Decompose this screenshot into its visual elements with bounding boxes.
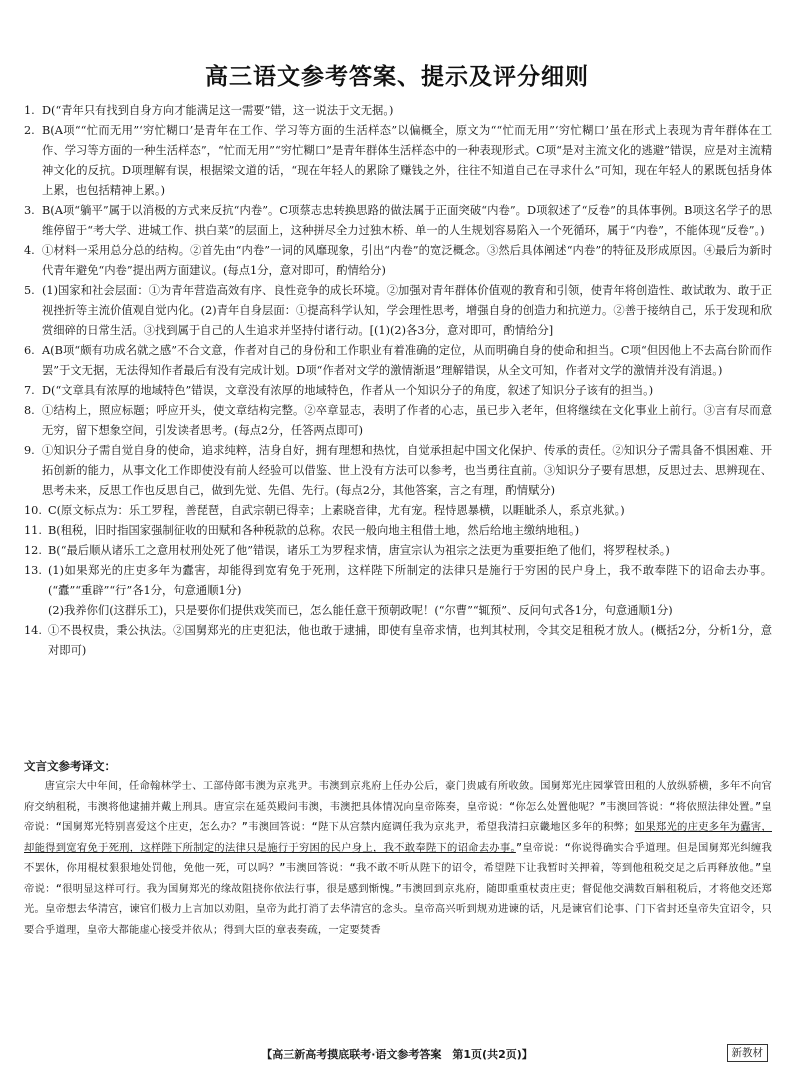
translation-text-1: 唐宣宗大中年间，任命翰林学士、工部侍郎韦澳为京兆尹。韦澳到京兆府上任办公后，豪门贵戚有所收敛。国舅郑光庄园掌管田租的人放纵骄横，多年不向官府交纳租税，韦澳将他逮捕并戴上刑具。唐宣宗在延英殿问韦澳，韦澳把具体情况向皇帝陈奏，皇帝说：“你怎么处置他呢？”韦澳回答说：“将依照法律处置。”皇帝说：“国舅郑光特别喜爱这个庄吏，怎么办？”韦澳回答说：“陛下从宫禁内庭调任我为京兆尹，希望我清扫京畿地区多年的积弊； [24,780,772,833]
answer-text: D(“青年只有找到自身方向才能满足这一需要”错，这一说法于文无据。) [42,104,394,117]
answer-number: 1. [24,104,35,117]
answer-number: 11. [24,524,42,537]
answer-text: D(“文章具有浓厚的地域特色”错误，文章没有浓厚的地域特色，作者从一个知识分子的角度，叙述了知识分子该有的担当。) [42,384,654,397]
answer-number: 3. [24,204,35,217]
answer-number: 10. [24,504,42,517]
answer-item-13 [24,561,772,621]
translation-section [24,756,772,940]
answer-text: B(A项“躺平”属于以消极的方式来反抗“内卷”。C项蔡志忠转换思路的做法属于正面突破“内卷”。D项叙述了“反卷”的具体事例。B项这名学子的思维停留于“考大学、进城工作、拱白菜”的层面上，这种拼尽全力过独木桥、单一的人生规划容易陷入一个死循环，属于“内卷”，不能体现“反卷”。) [42,204,772,237]
translation-heading: 文言文参考译文： [24,759,116,773]
answer-number: 9. [24,444,35,457]
translation-text-2: ”皇帝说：“你说得确实合乎道理。但是国舅郑光纠缠我不罢休，你用棍杖狠狠地处罚他，免他一死，可以吗？”韦澳回答说：“我不敢不听从陛下的诏令，希望陛下让我暂时关押着，等到他租税交足之后再释放他。”皇帝说：“很明显这样可行。我为国舅郑光的缘故阻挠你依法行事，很是感到惭愧。”韦澳回到京兆府，随即重重杖责庄吏；督促他交满数百斛租税后，才将他交还郑光。皇帝想去华清宫，谏官们极力上言加以劝阻，皇帝为此打消了去华清宫的念头。皇帝高兴听到规劝进谏的话，凡是谏官们论事、门下省封还皇帝失宜诏令，只要合乎道理，皇帝大都能虚心接受并依从；得到大臣的章表奏疏，一定要焚香 [24,841,772,936]
edition-badge: 新教材 [727,1044,769,1062]
answer-number: 13. [24,564,42,577]
answer-number: 2. [24,124,35,137]
answer-text: ①结构上，照应标题；呼应开头，使文章结构完整。②卒章显志，表明了作者的心志，虽已步入老年，但将继续在文化事业上前行。③言有尽而意无穷，留下想象空间，引发读者思考。(每点2分，任答两点即可) [42,404,772,437]
answer-item-11 [24,521,772,541]
answer-item-9 [24,441,772,501]
answer-item-12 [24,541,772,561]
answer-item-1 [24,101,772,121]
answer-text-group [48,561,772,621]
answer-text: ①材料一采用总分总的结构。②首先由“内卷”一词的风靡现象，引出“内卷”的宽泛概念。③然后具体阐述“内卷”的特征及形成原因。④最后为新时代青年避免“内卷”提出两方面建议。(每点1分，意对即可，酌情给分) [42,244,772,277]
answer-text: B(A项““忙而无用”‘穷忙糊口’是青年在工作、学习等方面的生活样态”以偏概全，原文为““忙而无用”‘穷忙糊口’虽在形式上表现为青年群体在工作、学习等方面的一种生活样态”，“忙而无用”“穷忙糊口”是青年群体生活样态中的一种表现形式。C项“是对主流文化的逃避”错误，应是对主流精神文化的反抗。D项理解有误，根据梁文道的话，“现在年轻人的累除了赚钱之外，往往不知道自己在寻求什么”可知，现在年轻人的累既包括身体上累，也包括精神上累。) [42,124,772,197]
answer-item-7 [24,381,772,401]
page-footer: 【高三新高考摸底联考·语文参考答案 第1页(共2页)】 [261,1048,533,1061]
answer-subtext: (2)我养你们(这群乐工)，只是要你们提供戏笑而已，怎么能任意干预朝政呢！(“尔曹”“辄预”、反问句式各1分，句意通顺1分) [48,604,673,617]
answer-text: B(租税，旧时指国家强制征收的田赋和各种税款的总称。农民一般向地主租借土地，然后给地主缴纳地租。) [48,524,580,537]
answer-item-14 [24,621,772,661]
translation-underlined-text: 如果郑光的庄吏多年为蠹害，却能得到宽宥免于死刑，这样陛下所制定的法律只是施行于穷困的民户身上，我不敢奉陛下的诏命去办事。 [24,821,772,854]
answer-item-8 [24,401,772,441]
answer-number: 6. [24,344,35,357]
answer-item-4 [24,241,772,281]
answer-text: (1)国家和社会层面：①为青年营造高效有序、良性竞争的成长环境。②加强对青年群体价值观的教育和引领，使青年将创造性、敢试敢为、敢于正视挫折等主流价值观自觉内化。(2)青年自身层面：①提高科学认知，学会理性思考，增强自身的创造力和抗逆力。②善于接纳自己，乐于发现和欣赏细碎的日常生活。③找到属于自己的人生追求并坚持付诸行动。[(1)(2)各3分，意对即可，酌情给分] [42,284,772,337]
answer-item-2 [24,121,772,201]
answer-item-5 [24,281,772,341]
answer-text: (1)如果郑光的庄吏多年为蠹害，却能得到宽宥免于死刑，这样陛下所制定的法律只是施行于穷困的民户身上，我不敢奉陛下的诏命去办事。(“蠹”“重辟”“行”各1分，句意通顺1分) [48,564,772,597]
answer-list [24,101,772,661]
answer-text: A(B项“颇有功成名就之感”不合文意，作者对自己的身份和工作职业有着准确的定位，从而明确自身的使命和担当。C项“但因他上不去高台阶而作罢”于文无据，无法得知作者最后有没有完成计划。D项“作者对文学的激情渐退”理解错误，从全文可知，作者对文学的激情并没有消退。) [42,344,772,377]
page-title: 高三语文参考答案、提示及评分细则 [205,64,589,90]
answer-number: 8. [24,404,35,417]
answer-text: B(“最后顺从诸乐工之意用杖刑处死了他”错误，诸乐工为罗程求情，唐宣宗认为祖宗之法更为重要拒绝了他们，将罗程杖杀。) [48,544,670,557]
answer-item-6 [24,341,772,381]
answer-number: 7. [24,384,35,397]
answer-text: ①知识分子需自觉自身的使命，追求纯粹，洁身自好，拥有理想和热忱，自觉承担起中国文化保护、传承的责任。②知识分子需具备不惧困难、开拓创新的能力，从事文化工作即使没有前人经验可以借鉴、世上没有方法可以参考，也当勇往直前。③知识分子要有思想，反思过去、思辨现在、思考未来，反思工作也反思自己，做到先觉、先倡、先行。(每点2分，其他答案，言之有理，酌情赋分) [42,444,772,497]
answer-number: 14. [24,624,42,637]
translation-paragraph [24,776,772,940]
answer-item-3 [24,201,772,241]
answer-item-10 [24,501,772,521]
answer-number: 5. [24,284,35,297]
answer-text: ①不畏权贵，秉公执法。②国舅郑光的庄吏犯法，他也敢于逮捕，即使有皇帝求情，也判其杖刑，令其交足租税才放人。(概括2分，分析1分，意对即可) [48,624,772,657]
answer-text: C(原文标点为：乐工罗程，善琵琶，自武宗朝已得幸；上素晓音律，尤有宠。程恃恩暴横，以睚眦杀人，系京兆狱。) [48,504,625,517]
answer-number: 4. [24,244,35,257]
answer-number: 12. [24,544,42,557]
